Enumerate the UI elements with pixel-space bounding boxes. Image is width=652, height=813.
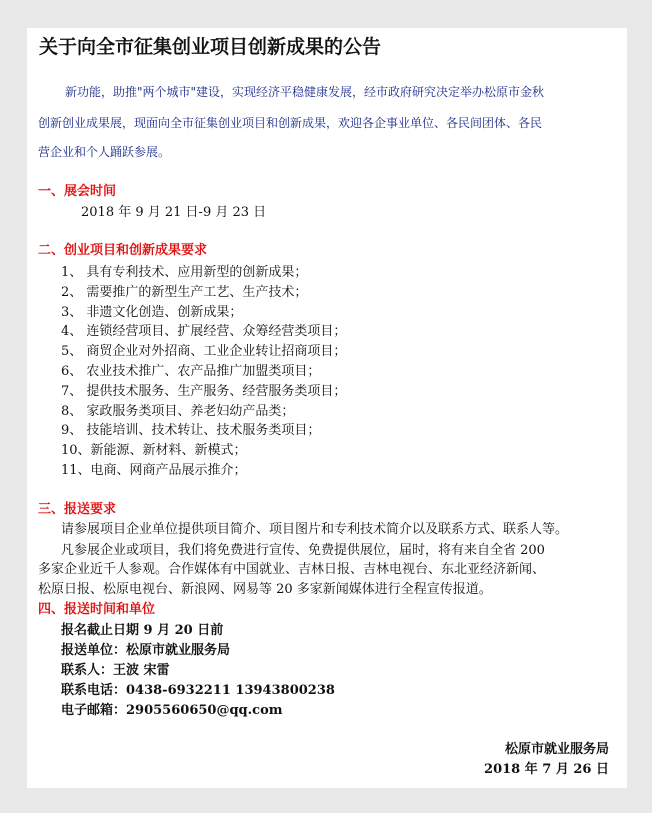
requirement-item: 3、 非遗文化创造、创新成果； [61, 305, 243, 320]
requirement-item: 9、 技能培训、技术转让、技术服务类项目； [61, 423, 321, 438]
requirement-item: 7、 提供技术服务、生产服务、经营服务类项目； [61, 384, 347, 399]
requirement-item: 1、 具有专利技术、应用新型的创新成果； [61, 265, 308, 280]
section-2-heading: 二、创业项目和创新成果要求 [38, 243, 208, 258]
requirement-item: 6、 农业技术推广、农产品推广加盟类项目； [61, 364, 321, 379]
section-3-heading: 三、报送要求 [38, 502, 117, 517]
page-title: 关于向全市征集创业项目创新成果的公告 [39, 36, 382, 58]
section-1-heading: 一、展会时间 [38, 184, 117, 199]
submission-unit: 报送单位：松原市就业服务局 [61, 643, 231, 658]
requirement-item: 2、 需要推广的新型生产工艺、生产技术； [61, 285, 308, 300]
section-4-heading: 四、报送时间和单位 [38, 602, 156, 617]
intro-line-1: 新功能，助推"两个城市"建设，实现经济平稳健康发展，经市政府研究决定举办松原市金秋 [65, 85, 545, 99]
publicity-text-line: 松原日报、松原电视台、新浪网、网易等 20 多家新闻媒体进行全程宣传报道。 [38, 582, 492, 597]
exhibition-dates: 2018 年 9 月 21 日-9 月 23 日 [81, 205, 267, 220]
requirement-item: 10、新能源、新材料、新模式； [61, 443, 247, 458]
contact-phone: 联系电话：0438-6932211 13943800238 [61, 683, 335, 698]
signature-org: 松原市就业服务局 [504, 742, 609, 757]
intro-line-3: 营企业和个人踊跃参展。 [38, 145, 171, 159]
deadline: 报名截止日期 9 月 20 日前 [61, 623, 224, 638]
publicity-text-line: 凡参展企业或项目，我们将免费进行宣传、免费提供展位，届时，将有来自全省 200 [61, 543, 545, 558]
document-page [27, 28, 627, 788]
intro-line-2: 创新创业成果展，现面向全市征集创业项目和创新成果，欢迎各企事业单位、各民间团体、各民 [38, 116, 543, 130]
requirement-item: 8、 家政服务类项目、养老妇幼产品类； [61, 404, 295, 419]
requirement-item: 4、 连锁经营项目、扩展经营、众筹经营类项目； [61, 324, 347, 339]
contact-persons: 联系人：王波 宋雷 [61, 663, 170, 678]
signature-date: 2018 年 7 月 26 日 [484, 762, 609, 777]
submission-instruction: 请参展项目企业单位提供项目简介、项目图片和专利技术简介以及联系方式、联系人等。 [61, 522, 569, 537]
requirement-item: 5、 商贸企业对外招商、工业企业转让招商项目； [61, 344, 347, 359]
requirement-item: 11、电商、网商产品展示推介； [61, 463, 247, 478]
publicity-text-line: 多家企业近千人参观。合作媒体有中国就业、吉林日报、吉林电视台、东北亚经济新闻、 [38, 562, 546, 577]
contact-email: 电子邮箱：2905560650@qq.com [61, 703, 283, 718]
